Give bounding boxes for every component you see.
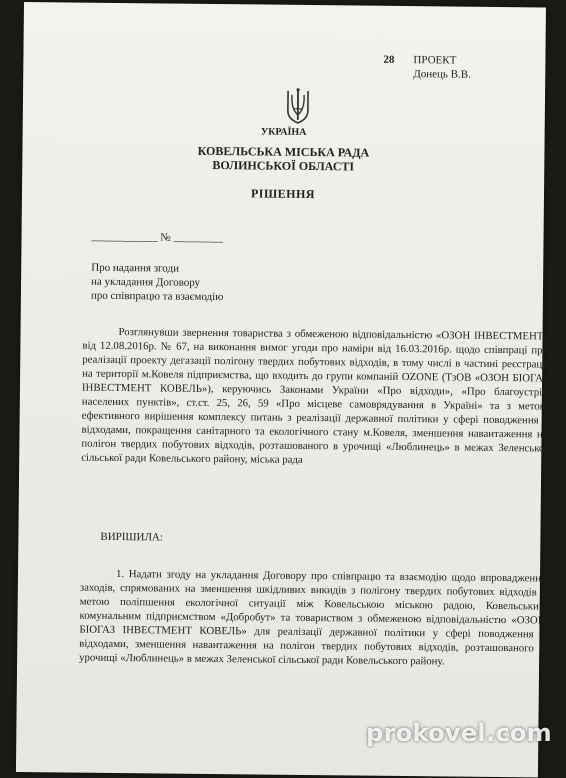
project-line: ПРОЕКТ — [413, 54, 457, 67]
project-label — [413, 53, 471, 82]
resolved-heading: ВИРІШИЛА: — [100, 530, 164, 544]
country-title: УКРАЇНА — [260, 126, 307, 138]
preamble-paragraph: Розглянувши звернення товариства з обмеженою відповідальністю «ОЗОН ІНВЕСТМЕНТ» від 12.08.2016р. № 67, на виконання вимог угоди про наміри від 16.03.2016р. щодо співпраці при реалізації проекту дегазації полігону твердих побутових відходів, в тому числі в частині реєстрації на території м.Ковеля підприємства, що входить до групи компаній OZONE (ТзОВ «ОЗОН БІОГАЗ ІНВЕСТМЕНТ КОВЕЛЬ»), керуючись Законами України «Про відходи», «Про благоустрій населених пунктів», ст.ст. 25, 26, 59 «Про місцеве самоврядування в Україні» та з метою ефективного вирішення комплексу питань з реалізації державної політики у сфері поводження з відходами, покращення санітарного та екологічного стану м.Ковеля, зменшення навантаження на полігон твердих побутових відходів, розташованого в урочищі «Люблинець» в межах Зеленської сільської ради Ковельського району, міська рада — [81, 326, 549, 466]
document-page — [16, 2, 549, 777]
subject-line: Про надання згоди — [91, 261, 180, 275]
document-number: 28 — [383, 53, 395, 66]
author-line: Донець В.В. — [413, 68, 471, 81]
number-date-line: ____________ № _________ — [91, 230, 224, 245]
decision-title: РІШЕННЯ — [250, 186, 316, 202]
council-line: КОВЕЛЬСЬКА МІСЬКА РАДА — [197, 143, 370, 160]
subject-line: на укладання Договору — [91, 275, 201, 289]
subject-block — [91, 261, 224, 304]
council-title — [22, 142, 544, 175]
subject-line: про співпрацю та взаємодію — [90, 289, 224, 304]
resolution-item-1: 1. Надати згоду на укладання Договору про співпрацю та взаємодію щодо впровадження заходів, спрямованих на зменшення шкідливих викидів з полігону твердих побутових відходів з метою поліпшення екологічної ситуації між Ковельською міською радою, Ковельським комунальним підприємством «Добробут» та товариством з обмеженою відповідальністю «ОЗОН БІОГАЗ ІНВЕСТМЕНТ КОВЕЛЬ» для реалізації державної політики у сфері поводження з відходами, зменшення навантаження на полігон твердих побутових відходів, розташованого в урочищі «Люблинець» в межах Зеленської сільської ради Ковельського району. — [79, 567, 547, 668]
trident-icon — [285, 87, 311, 125]
site-watermark: prokovel.com — [366, 719, 552, 747]
region-line: ВОЛИНСЬКОЇ ОБЛАСТІ — [212, 157, 355, 174]
